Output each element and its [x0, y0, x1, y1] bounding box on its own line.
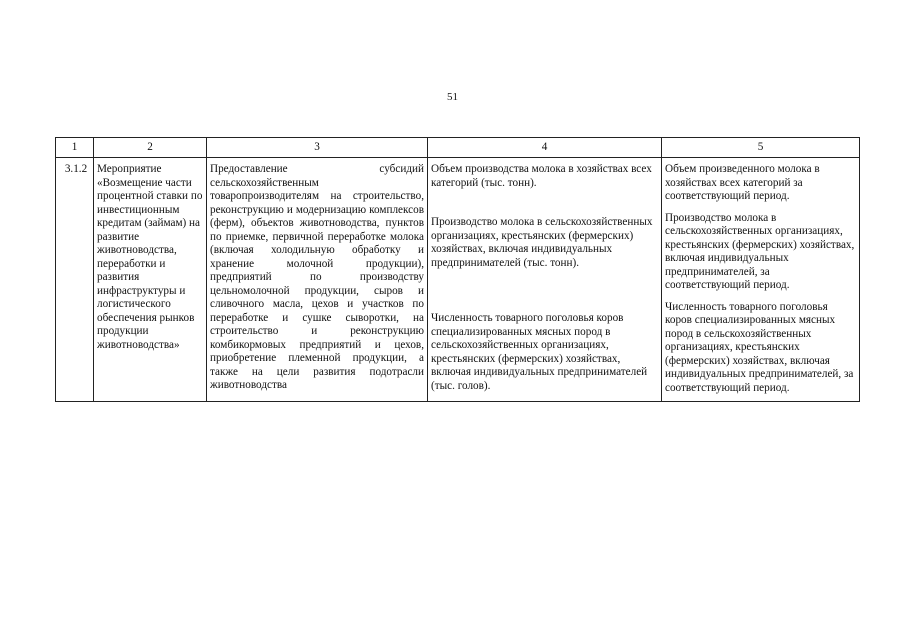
header-col-1: 1 — [56, 138, 94, 158]
row-number-cell: 3.1.2 — [56, 158, 94, 402]
table-header-row — [56, 138, 860, 158]
indicators-table — [55, 137, 860, 402]
calculation-cell — [662, 158, 860, 402]
indicator-text-2: Производство молока в сельскохозяйственных организациях, крестьянских (фермерских) хозяйствах, включая индивидуальных предпринимателей (тыс. тонн). — [431, 216, 653, 269]
table-row — [56, 158, 860, 402]
measure-name-text: Мероприятие «Возмещение части процентной ставки по инвестиционным кредитам (займам) на развитие животноводства, переработки и развития инфраструктуры и логистического обеспечения рынков продукции животноводства» — [97, 163, 203, 351]
indicators-cell — [428, 158, 662, 402]
calculation-text-2: Производство молока в сельскохозяйственных организациях, крестьянских (фермерских) хозяйствах, включая индивидуальных предпринимателей, за соответствующий период. — [665, 211, 855, 291]
measure-name-cell — [94, 158, 207, 402]
header-col-5: 5 — [662, 138, 860, 158]
measure-description-cell — [207, 158, 428, 402]
measure-description-text: Предоставление субсидий сельскохозяйственным товаропроизводителям на строительство, реконструкцию и модернизацию комплексов (ферм), объектов животноводства, пунктов по приемке, первичной переработке молока (включая холодильную обработку и хранение молочной продукции), предприятий по производству цельномолочной продукции, сыров и сливочного масла, цехов и участков по переработке и сушке сыворотки, на строительство и реконструкцию комбикормовых предприятий и цехов, приобретение племенной продукции, а также на цели развития подотрасли животноводства — [210, 163, 424, 391]
indicator-text-1: Объем производства молока в хозяйствах всех категорий (тыс. тонн). — [431, 163, 652, 189]
page-number: 51 — [447, 91, 458, 103]
calculation-text-1: Объем произведенного молока в хозяйствах всех категорий за соответствующий период. — [665, 163, 820, 202]
header-col-3: 3 — [207, 138, 428, 158]
header-col-4: 4 — [428, 138, 662, 158]
calculation-text-3: Численность товарного поголовья коров специализированных мясных пород в сельскохозяйственных организациях, крестьянских (фермерских) хозяйствах, включая индивидуальных предпринимателей, за соответствующий период. — [665, 300, 854, 394]
indicator-text-3: Численность товарного поголовья коров специализированных мясных пород в сельскохозяйственных организациях, крестьянских (фермерских) хозяйствах, включая индивидуальных предпринимателей (тыс. голов). — [431, 312, 648, 392]
header-col-2: 2 — [94, 138, 207, 158]
